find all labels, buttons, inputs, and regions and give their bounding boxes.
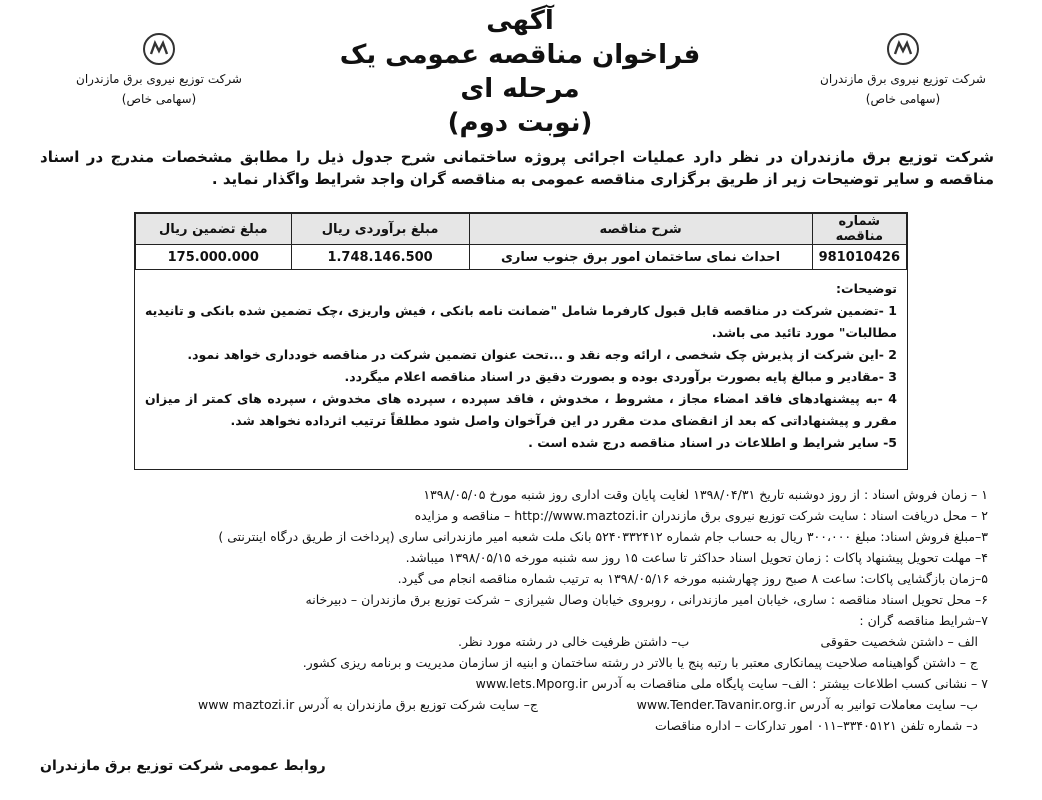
condition-c: ج – داشتن گواهینامه صلاحیت پیمانکاری معتبر با رتبه پنج یا بالاتر در رشته ساختمان و ابنیه از سازمان مدیریت و برنامه ریزی کشور.: [302, 655, 978, 670]
notes-section: [135, 270, 907, 454]
info-c: ج– سایت شرکت توزیع برق مازندران به آدرس www maztozi.ir: [198, 697, 538, 712]
company-logo-right: [814, 32, 992, 118]
header-tender-number: شماره مناقصه: [812, 214, 906, 245]
note-item: 5- سایر شرایط و اطلاعات در اسناد مناقصه درج شده است .: [528, 435, 897, 450]
detail-item: ۵–زمان بازگشایی پاکات: ساعت ۸ صبح روز چهارشنبه مورخه ۱۳۹۸/۰۵/۱۶ به ترتیب شماره مناقصه انجام می گیرد.: [397, 571, 988, 586]
company-type: (سهامی خاص): [121, 92, 197, 106]
detail-item: ۴– مهلت تحویل پیشنهاد پاکات : زمان تحویل اسناد حداکثر تا ساعت ۱۵ روز سه شنبه مورخه ۱۳۹۸/۰۵/۱۵ میباشد.: [405, 550, 988, 565]
company-logo-icon: [886, 32, 920, 66]
detail-item: ۷–شرایط مناقصه گران :: [859, 613, 988, 628]
note-item: 1 -تضمین شرکت در مناقصه قابل قبول کارفرما شامل "ضمانت نامه بانکی ، فیش واریزی ،چک تضمین شده بانکی و تانیدیه مطالبات" مورد تائید می باشد.: [145, 303, 897, 340]
intro-paragraph: شرکت توزیع برق مازندران در نظر دارد عملیات اجرائی پروژه ساختمانی شرح جدول ذیل را مطابق مشخصات مندرج در اسناد مناقصه و سایر توضیحات زیر از طریق برگزاری مناقصه عمومی به مناقصه گران واجد شرایط واگذار نماید .: [40, 148, 994, 188]
conditions-ab: [458, 631, 988, 652]
cell-tender-number: 981010426: [812, 245, 906, 270]
company-name: شرکت توزیع نیروی برق مازندران: [76, 72, 242, 86]
company-type: (سهامی خاص): [865, 92, 941, 106]
details-list: [40, 484, 988, 736]
detail-item: ۱ – زمان فروش اسناد : از روز دوشنبه تاریخ ۱۳۹۸/۰۴/۳۱ لغایت پایان وقت اداری روز شنبه مورخ ۱۳۹۸/۰۵/۰۵: [423, 487, 988, 502]
tender-table: [135, 213, 907, 270]
cell-estimated-amount: 1.748.146.500: [291, 245, 469, 270]
public-relations-footer: روابط عمومی شرکت توزیع برق مازندران: [40, 758, 326, 774]
condition-a: الف – داشتن شخصیت حقوقی: [820, 634, 978, 649]
cell-guarantee-amount: 175.000.000: [136, 245, 292, 270]
cell-tender-description: احداث نمای ساختمان امور برق جنوب ساری: [469, 245, 812, 270]
info-b: ب– سایت معاملات توانیر به آدرس www.Tender.Tavanir.org.ir: [636, 697, 978, 712]
note-item: 2 -این شرکت از پذیرش چک شخصی ، ارائه وجه نقد و ...تحت عنوان تضمین شرکت در مناقصه خودداری خواهد نمود.: [187, 347, 897, 362]
info-bc: [198, 694, 988, 715]
info-d: د– شماره تلفن ۳۳۴۰۵۱۲۱–۰۱۱ امور تدارکات – اداره مناقصات: [654, 718, 978, 733]
table-header-row: [136, 214, 907, 245]
company-logo-left: [70, 32, 248, 118]
detail-item: ۳–مبلغ فروش اسناد: مبلغ ۳۰۰،۰۰۰ ریال به حساب جام شماره ۵۲۴۰۳۳۲۴۱۲ بانک ملت شعبه امیر مازندرانی ساری (پرداخت از طریق درگاه اینترنتی ): [218, 529, 988, 544]
note-item: 3 -مقادیر و مبالغ پایه بصورت برآوردی بوده و بصورت دقیق در اسناد مناقصه اعلام میگردد.: [344, 369, 897, 384]
notice-round: (نوبت دوم): [447, 108, 593, 138]
table-row: [136, 245, 907, 270]
notice-header: [300, 4, 740, 140]
header-estimated-amount: مبلغ برآوردی ریال: [291, 214, 469, 245]
info-line: ۷ – نشانی کسب اطلاعات بیشتر : الف– سایت پایگاه ملی مناقصات به آدرس www.lets.Mporg.ir: [475, 676, 988, 691]
notes-title: توضیحات:: [836, 281, 897, 296]
detail-item: ۶– محل تحویل اسناد مناقصه : ساری، خیابان امیر مازندرانی ، روبروی خیابان وصال شیرازی – شرکت توزیع برق مازندران – دبیرخانه: [305, 592, 988, 607]
condition-b: ب– داشتن ظرفیت خالی در رشته مورد نظر.: [458, 634, 690, 649]
notice-subtitle: فراخوان مناقصه عمومی یک مرحله ای: [339, 40, 701, 104]
header-tender-description: شرح مناقصه: [469, 214, 812, 245]
company-name: شرکت توزیع نیروی برق مازندران: [820, 72, 986, 86]
note-item: 4 -به پیشنهادهای فاقد امضاء مجاز ، مشروط ، مخدوش ، فاقد سپرده ، سپرده های مخدوش ، سپرده های کمتر از میزان مقرر و پیشنهاداتی که بعد از انقضای مدت مقرر در این فرآخوان واصل شود مطلقاً ترتیب اثرداده نخواهد شد.: [145, 391, 897, 428]
notice-title: آگهی: [486, 6, 554, 36]
header-guarantee-amount: مبلغ تضمین ریال: [136, 214, 292, 245]
tender-box: [134, 212, 908, 470]
detail-item: ۲ – محل دریافت اسناد : سایت شرکت توزیع نیروی برق مازندران http://www.maztozi.ir – مناقصه و مزایده: [414, 508, 988, 523]
company-logo-icon: [142, 32, 176, 66]
